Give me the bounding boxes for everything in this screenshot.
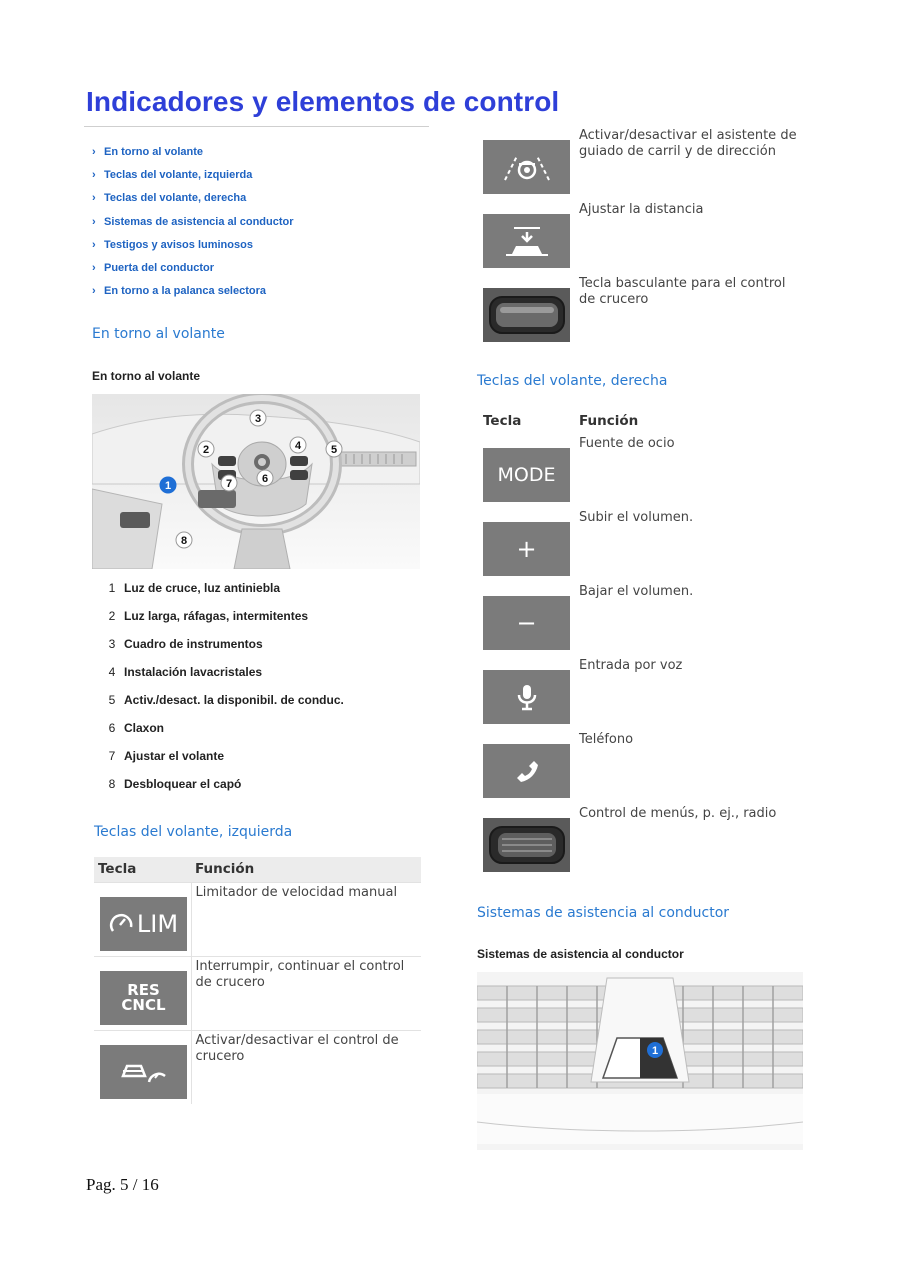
section-heading-left-keys: Teclas del volante, izquierda <box>94 824 293 840</box>
callout-5-label: 5 <box>330 444 338 456</box>
table-row: Activar/desactivar el asistente de guiado de carril y de dirección <box>477 126 807 200</box>
voice-key-image <box>483 670 570 724</box>
lane-assist-icon <box>499 150 555 184</box>
title-divider <box>84 126 429 127</box>
subheading-wheel: En torno al volante <box>92 369 201 383</box>
callout-6-label: 6 <box>261 473 269 485</box>
callout-7-label: 7 <box>225 478 233 490</box>
table-row: Tecla basculante para el control de crucero <box>477 274 807 348</box>
left-keys-continued-table <box>477 126 807 348</box>
toc-link[interactable]: › Puerta del conductor <box>92 262 215 275</box>
rocker-switch-icon <box>486 291 568 339</box>
column-header-function: Función <box>191 857 421 882</box>
microphone-icon <box>516 683 538 711</box>
mode-key-image: MODE <box>483 448 570 502</box>
distance-icon <box>502 224 552 258</box>
section-heading-wheel: En torno al volante <box>92 326 225 342</box>
speed-limiter-icon <box>109 913 135 935</box>
table-row: − Bajar el volumen. <box>477 582 807 656</box>
right-keys-table <box>477 408 807 878</box>
lane-assist-key-image <box>483 140 570 194</box>
res-cncl-key-image: RES CNCL <box>100 971 187 1025</box>
subheading-assist: Sistemas de asistencia al conductor <box>477 947 684 961</box>
lim-key-image: LIM <box>100 897 187 951</box>
callout-1-label: 1 <box>651 1045 659 1057</box>
volume-down-key-image: − <box>483 596 570 650</box>
toc-link[interactable]: › En torno al volante <box>92 145 204 158</box>
page-title: Indicadores y elementos de control <box>86 86 560 117</box>
thumbwheel-key-image <box>483 818 570 872</box>
page-number: Pag. 5 / 16 <box>86 1175 159 1194</box>
chevron-right-icon: › <box>92 262 96 275</box>
table-row: LIM Limitador de velocidad manual <box>94 882 421 956</box>
distance-key-image <box>483 214 570 268</box>
callout-1-label: 1 <box>164 480 172 492</box>
table-row: + Subir el volumen. <box>477 508 807 582</box>
cruise-control-icon <box>119 1058 169 1086</box>
table-row: Control de menús, p. ej., radio <box>477 804 807 878</box>
list-item: 6 Claxon <box>108 721 165 735</box>
column-header-function: Función <box>579 413 639 429</box>
table-row: Teléfono <box>477 730 807 804</box>
front-grille-illustration <box>477 972 803 1150</box>
volume-up-key-image: + <box>483 522 570 576</box>
thumbwheel-icon <box>486 821 568 869</box>
chevron-right-icon: › <box>92 168 96 181</box>
chevron-right-icon: › <box>92 145 96 158</box>
list-item: 8 Desbloquear el capó <box>108 777 242 791</box>
section-heading-assist: Sistemas de asistencia al conductor <box>477 905 730 921</box>
toc-link[interactable]: › Teclas del volante, derecha <box>92 192 247 205</box>
list-item: 7 Ajustar el volante <box>108 749 225 763</box>
chevron-right-icon: › <box>92 215 96 228</box>
callout-8-label: 8 <box>180 535 188 547</box>
list-item: 2 Luz larga, ráfagas, intermitentes <box>108 609 309 623</box>
chevron-right-icon: › <box>92 192 96 205</box>
toc-link[interactable]: › Testigos y avisos luminosos <box>92 238 253 251</box>
left-keys-table <box>94 857 421 1104</box>
list-item: 4 Instalación lavacristales <box>108 665 263 679</box>
toc-link[interactable]: › Teclas del volante, izquierda <box>92 168 253 181</box>
table-row: Activar/desactivar el control de crucero <box>94 1030 421 1104</box>
cruise-control-key-image <box>100 1045 187 1099</box>
figure-legend <box>100 574 420 798</box>
section-heading-right-keys: Teclas del volante, derecha <box>477 373 668 389</box>
table-row: MODE Fuente de ocio <box>477 434 807 508</box>
table-row: Ajustar la distancia <box>477 200 807 274</box>
list-item: 3 Cuadro de instrumentos <box>108 637 263 651</box>
phone-icon <box>514 758 540 784</box>
grille-sensor-figure <box>477 972 803 1150</box>
column-header-key: Tecla <box>483 413 522 429</box>
rocker-key-image <box>483 288 570 342</box>
phone-key-image <box>483 744 570 798</box>
toc-link[interactable]: › Sistemas de asistencia al conductor <box>92 215 294 228</box>
list-item: 5 Activ./desact. la disponibil. de conduc. <box>108 693 344 707</box>
chevron-right-icon: › <box>92 238 96 251</box>
column-header-key: Tecla <box>94 857 191 882</box>
chevron-right-icon: › <box>92 285 96 298</box>
callout-3-label: 3 <box>254 413 262 425</box>
table-row: Entrada por voz <box>477 656 807 730</box>
callout-2-label: 2 <box>202 444 210 456</box>
steering-wheel-figure <box>92 394 420 569</box>
steering-wheel-illustration <box>92 394 420 569</box>
toc-link[interactable]: › En torno a la palanca selectora <box>92 285 267 298</box>
list-item: 1 Luz de cruce, luz antiniebla <box>108 581 281 595</box>
table-of-contents <box>92 140 428 303</box>
table-row: RES CNCL Interrumpir, continuar el control de crucero <box>94 956 421 1030</box>
callout-4-label: 4 <box>294 440 302 452</box>
